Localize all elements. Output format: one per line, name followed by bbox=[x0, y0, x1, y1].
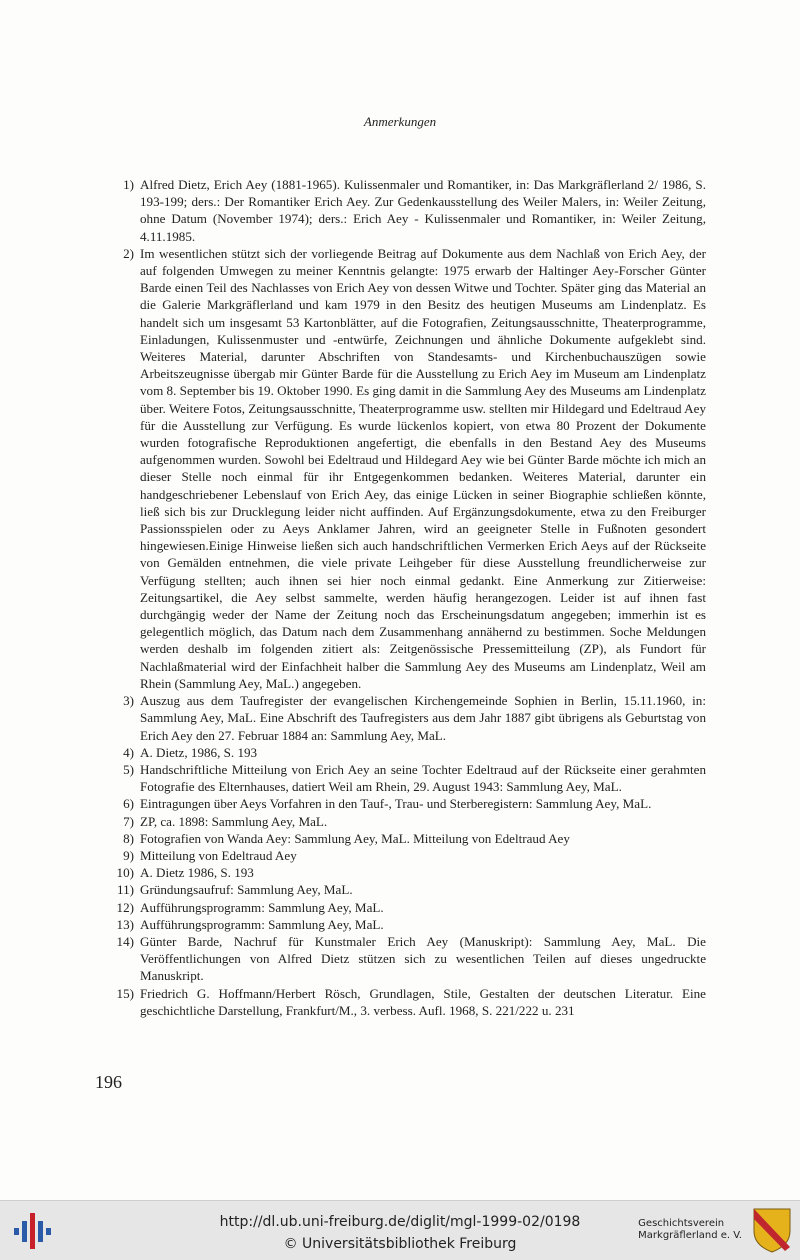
endnote-number: 13) bbox=[116, 916, 134, 932]
endnote-number: 15) bbox=[116, 985, 134, 1001]
endnote-text: Gründungsaufruf: Sammlung Aey, MaL. bbox=[140, 882, 353, 898]
endnote-text: Im wesentlichen stützt sich der vorliegende Beitrag auf Dokumente aus dem Nachlaß von Erich Aey, der auf folgenden Umwegen zu meiner Kenntnis gelangte: 1975 erwarb der Haltinger Aey-Forscher Günter Barde einen Teil des Nachlasses von Erich Aey von dessen Witwe und Tochter. Später ging das Material an die Galerie Markgräflerland und kam 1979 in den Besitz des heutigen Museums am Lindenplatz. Es handelt sich um insgesamt 53 Kartonblätter, auf die Fotografien, Zeitungsausschnitte, Theaterprogramme, Einladungen, Kulissenmuster und -entwürfe, Zeichnungen und ähnliche Dokumente aufgeklebt sind. Weiteres Material, darunter Abschriften von Standesamts- und Kirchenbuchauszügen sowie Arbeitszeugnisse übergab mir Günter Barde für die Ausstellung zu Erich Aey im Museum am Lindenplatz vom 8. September bis 19. Oktober 1990. Es ging damit in die Sammlung Aey des Museums am Lindenplatz über. Weitere Fotos, Zeitungsausschnitte, Theaterprogramme usw. stellten mir Hildegard und Edeltraud Aey für die Ausstellung zur Verfügung. Es wurde lückenlos kopiert, von etwa 80 Prozent der Dokumente wurden fotografische Reproduktionen angefertigt, die ebenfalls in den Bestand Aey des Museums aufgenommen wurden. Sowohl bei Edeltraud und Hildegard Aey wie bei Günter Barde möchte ich mich an dieser Stelle noch einmal für ihr Entgegenkommen bedanken. Weiteres Material, darunter ein handgeschriebener Lebenslauf von Erich Aey, das einige Lücken in seiner Biographie schließen könnte, ließ sich bis zur Drucklegung leider nicht auffinden. Auf Ergänzungsdokumente, etwa zu den Freiburger Passionsspielen oder zu Aeys Anklamer Jahren, wird an geeigneter Stelle in Fußnoten gesondert hingewiesen.Einige Hinweise ließen sich auch handschriftlichen Vermerken Erich Aeys auf der Rückseite von Gemälden entnehmen, die viele private Leihgeber für diese Ausstellung freundlicherweise zur Verfügung stellten; auch ihnen sei hier noch einmal gedankt. Eine Anmerkung zur Zitierweise: Zeitungsartikel, die Aey selbst sammelte, werden häufig herangezogen. Leider ist auf ihnen fast durchgängig weder der Name der Zeitung noch das Erscheinungsdatum angegeben; immerhin ist es gelegentlich möglich, das Datum nach dem Zusammenhang annähernd zu bestimmen. Soche Meldungen werden deshalb im folgenden zitiert als: Zeitgenössische Pressemitteilung (ZP), als Fundort für Nachlaßmaterial wird der Einfachheit halber die Sammlung Aey des Museums am Lindenplatz, Weil am Rhein (Sammlung Aey, MaL.) angegeben. bbox=[140, 245, 706, 691]
endnote-number: 2) bbox=[123, 245, 134, 261]
endnote-text: Aufführungsprogramm: Sammlung Aey, MaL. bbox=[140, 899, 384, 915]
endnote-number: 10) bbox=[116, 865, 134, 881]
endnote-number: 14) bbox=[116, 933, 134, 949]
endnote-item bbox=[108, 176, 706, 245]
endnote-item bbox=[108, 881, 706, 898]
endnote-text: ZP, ca. 1898: Sammlung Aey, MaL. bbox=[140, 813, 328, 829]
endnote-item bbox=[108, 847, 706, 864]
endnote-number: 11) bbox=[117, 882, 134, 898]
endnote-item bbox=[108, 899, 706, 916]
endnote-number: 4) bbox=[123, 744, 134, 760]
endnote-item bbox=[108, 245, 706, 692]
endnote-item bbox=[108, 813, 706, 830]
endnote-item bbox=[108, 985, 706, 1019]
endnotes-list bbox=[108, 176, 706, 1019]
endnote-number: 9) bbox=[123, 847, 134, 863]
endnote-item bbox=[108, 744, 706, 761]
viewer-footer bbox=[0, 1200, 800, 1260]
endnote-text: Fotografien von Wanda Aey: Sammlung Aey, MaL. Mitteilung von Edeltraud Aey bbox=[140, 830, 570, 846]
endnote-number: 1) bbox=[123, 177, 134, 192]
endnote-number: 8) bbox=[123, 830, 134, 846]
endnote-number: 12) bbox=[116, 899, 134, 915]
endnote-item bbox=[108, 830, 706, 847]
society-line-2: Markgräflerland e. V. bbox=[638, 1230, 742, 1241]
society-name bbox=[638, 1218, 742, 1242]
endnote-text: Mitteilung von Edeltraud Aey bbox=[140, 847, 297, 863]
endnote-text: Eintragungen über Aeys Vorfahren in den Tauf-, Trau- und Sterberegistern: Sammlung Aey, MaL. bbox=[140, 796, 652, 812]
endnote-number: 3) bbox=[123, 693, 134, 709]
endnote-item bbox=[108, 795, 706, 812]
endnote-number: 6) bbox=[123, 796, 134, 812]
page-number: 196 bbox=[95, 1072, 122, 1092]
running-head: Anmerkungen bbox=[363, 114, 437, 129]
endnote-text: Auszug aus dem Taufregister der evangelischen Kirchengemeinde Sophien in Berlin, 15.11.1960, in: Sammlung Aey, MaL. Eine Abschrift des Taufregisters aus dem Jahr 1887 gibt übrigens als Geburtstag von Erich Aey den 27. Februar 1884 an: Sammlung Aey, MaL. bbox=[140, 693, 706, 743]
endnote-number: 7) bbox=[123, 813, 134, 829]
endnote-text: A. Dietz, 1986, S. 193 bbox=[140, 744, 258, 760]
copyright-text: © Universitätsbibliothek Freiburg bbox=[283, 1236, 517, 1252]
endnote-text: Aufführungsprogramm: Sammlung Aey, MaL. bbox=[140, 916, 384, 932]
endnote-text: A. Dietz 1986, S. 193 bbox=[140, 865, 254, 881]
endnote-number: 5) bbox=[123, 761, 134, 777]
endnote-item bbox=[108, 761, 706, 795]
coat-of-arms-icon bbox=[752, 1207, 792, 1253]
endnote-text: Günter Barde, Nachruf für Kunstmaler Erich Aey (Manuskript): Sammlung Aey, MaL. Die Veröffentlichungen von Alfred Dietz stützen sich zu wesentlichen Teilen auf dieses ungedruckte Manuskript. bbox=[140, 933, 706, 984]
endnote-item bbox=[108, 692, 706, 744]
endnote-text: Handschriftliche Mitteilung von Erich Aey an seine Tochter Edeltraud auf der Rückseite einer gerahmten Fotografie des Elternhauses, datiert Weil am Rhein, 29. August 1943: Sammlung Aey, MaL. bbox=[140, 761, 706, 795]
endnote-item bbox=[108, 933, 706, 985]
endnote-item bbox=[108, 864, 706, 881]
document-url-link[interactable]: http://dl.ub.uni-freiburg.de/diglit/mgl-1999-02/0198 bbox=[219, 1214, 581, 1230]
endnote-text: Alfred Dietz, Erich Aey (1881-1965). Kulissenmaler und Romantiker, in: Das Markgräflerland 2/ 1986, S. 193-199; ders.: Der Romantiker Erich Aey. Zur Gedenkausstellung des Weiler Malers, in: Weiler Zeitung, ohne Datum (November 1974); ders.: Erich Aey - Kulissenmaler und Romantiker, in: Weiler Zeitung, 4.11.1985. bbox=[140, 177, 706, 244]
endnote-text: Friedrich G. Hoffmann/Herbert Rösch, Grundlagen, Stile, Gestalten der deutschen Literatur. Eine geschichtliche Darstellung, Frankfurt/M., 3. verbess. Aufl. 1968, S. 221/222 u. 231 bbox=[140, 985, 706, 1018]
society-line-1: Geschichtsverein bbox=[638, 1218, 725, 1229]
endnote-item bbox=[108, 916, 706, 933]
